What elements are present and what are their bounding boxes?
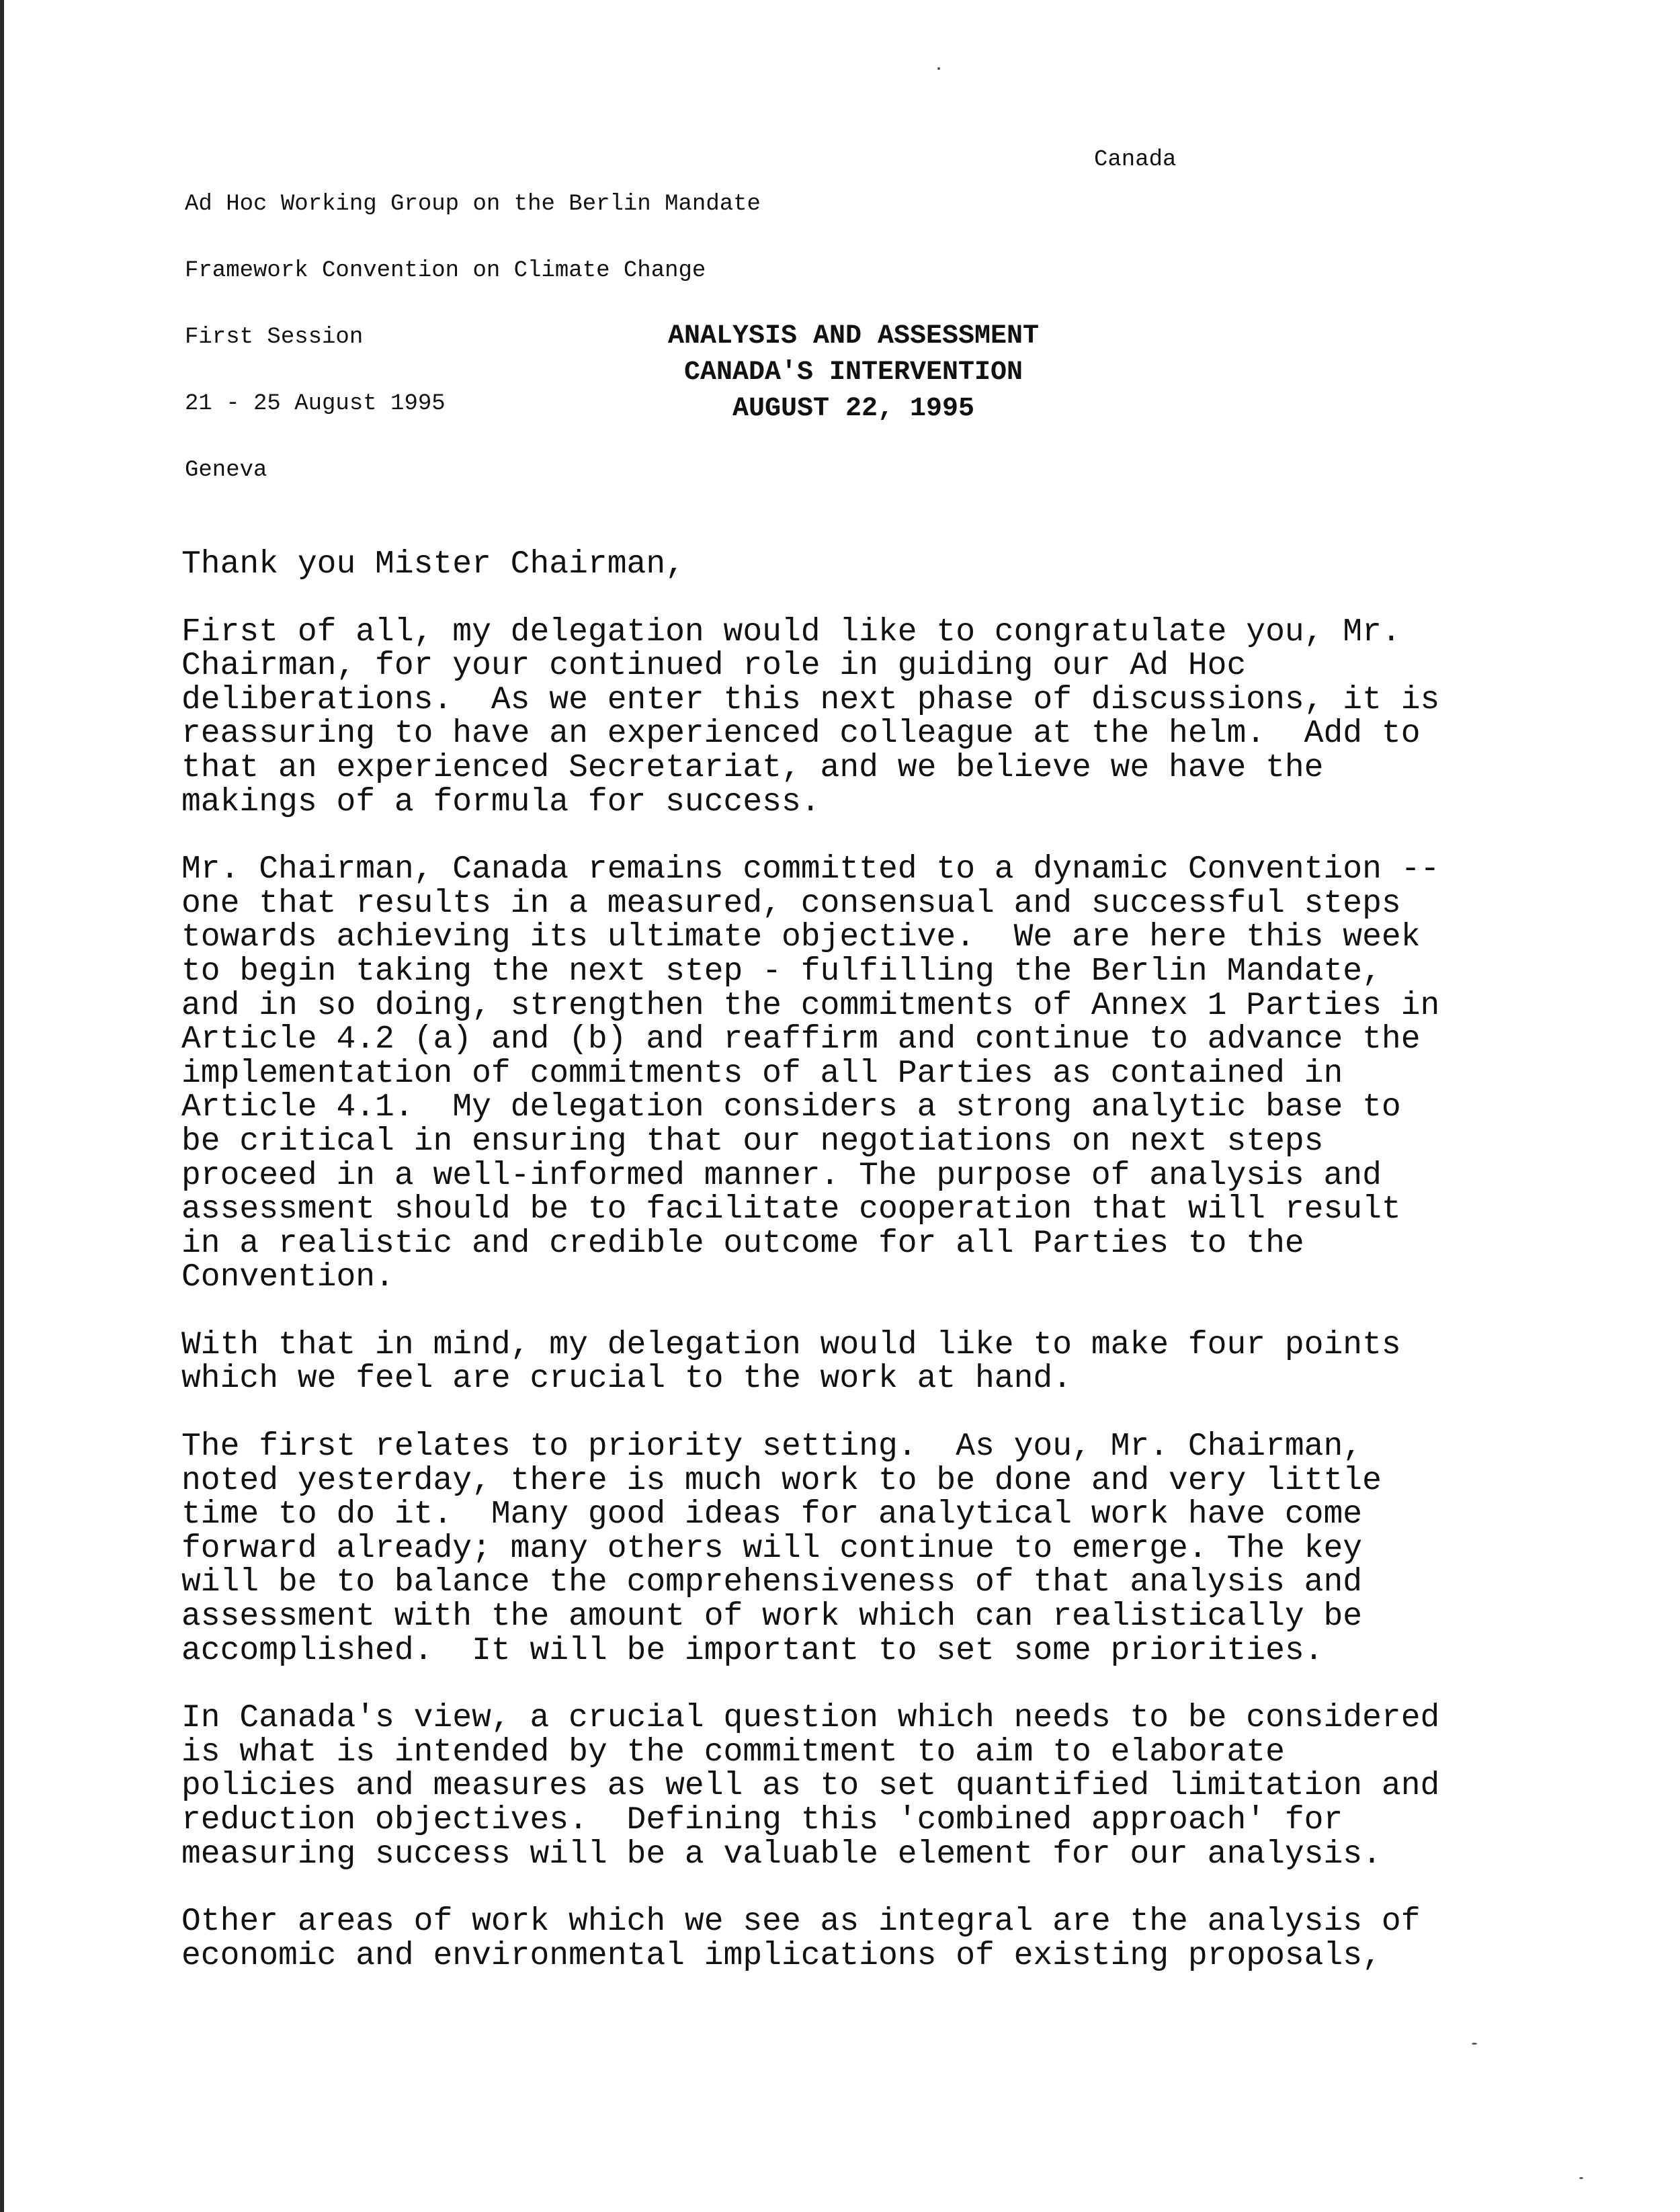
document-title: [0, 318, 1680, 427]
title-line-analysis: ANALYSIS AND ASSESSMENT: [667, 321, 1040, 351]
document-body: [181, 548, 1667, 2006]
paragraph-four-points: With that in mind, my delegation would like to make four points which we feel are crucial to the work at hand.: [181, 1326, 1401, 1398]
header-country: Canada: [1094, 147, 1177, 173]
header-line-session: First Session: [185, 325, 364, 350]
scan-speck: [937, 67, 940, 70]
header-line-working-group: Ad Hoc Working Group on the Berlin Mandate: [185, 192, 761, 217]
header-line-convention: Framework Convention on Climate Change: [185, 258, 706, 284]
paragraph-congratulations: First of all, my delegation would like to congratulate you, Mr. Chairman, for your continued role in guiding our Ad Hoc deliberations. As we enter this next phase of discussions, it is reassuring to have an experienced colleague at the helm. Add to that an experienced Secretariat, and we believe we have the makings of a formula for success.: [181, 613, 1440, 820]
paragraph-commitment: Mr. Chairman, Canada remains committed to a dynamic Convention -- one that results in a measured, consensual and successful steps towards achieving its ultimate objective. We are here this week to begin taking the next step - fulfilling the Berlin Mandate, and in so doing, strengthen the commitments of Annex 1 Parties in Article 4.2 (a) and (b) and reaffirm and continue to advance the implementation of commitments of all Parties as contained in Article 4.1. My delegation considers a strong analytic base to be critical in ensuring that our negotiations on next steps proceed in a well-informed manner. The purpose of analysis and assessment should be to facilitate cooperation that will result in a realistic and credible outcome for all Parties to the Convention.: [181, 851, 1440, 1296]
header-line-location: Geneva: [185, 458, 267, 483]
title-line-date: AUGUST 22, 1995: [732, 394, 975, 424]
scan-speck: [1472, 2043, 1477, 2045]
title-line-intervention: CANADA'S INTERVENTION: [683, 357, 1023, 388]
paragraph-priority-setting: The first relates to priority setting. As you, Mr. Chairman, noted yesterday, there is much work to be done and very little time to do it. Many good ideas for analytical work have come forward already; many others will continue to emerge. The key will be to balance the comprehensiveness of that analysis and assessment with the amount of work which can realistically be accomplished. It will be important to set some priorities.: [181, 1429, 1382, 1669]
paragraph-other-areas: Other areas of work which we see as integral are the analysis of economic and environmental implications of existing proposals,: [181, 1904, 1421, 1974]
salutation: Thank you Mister Chairman,: [181, 546, 685, 583]
header-line-dates: 21 - 25 August 1995: [185, 391, 446, 417]
paragraph-combined-approach: In Canada's view, a crucial question which needs to be considered is what is intended by the commitment to aim to elaborate policies and measures as well as to set quantified limitation and reduction objectives. Defining this 'combined approach' for measuring success will be a valuable element for our analysis.: [181, 1700, 1440, 1873]
scan-speck: [1579, 2177, 1583, 2179]
